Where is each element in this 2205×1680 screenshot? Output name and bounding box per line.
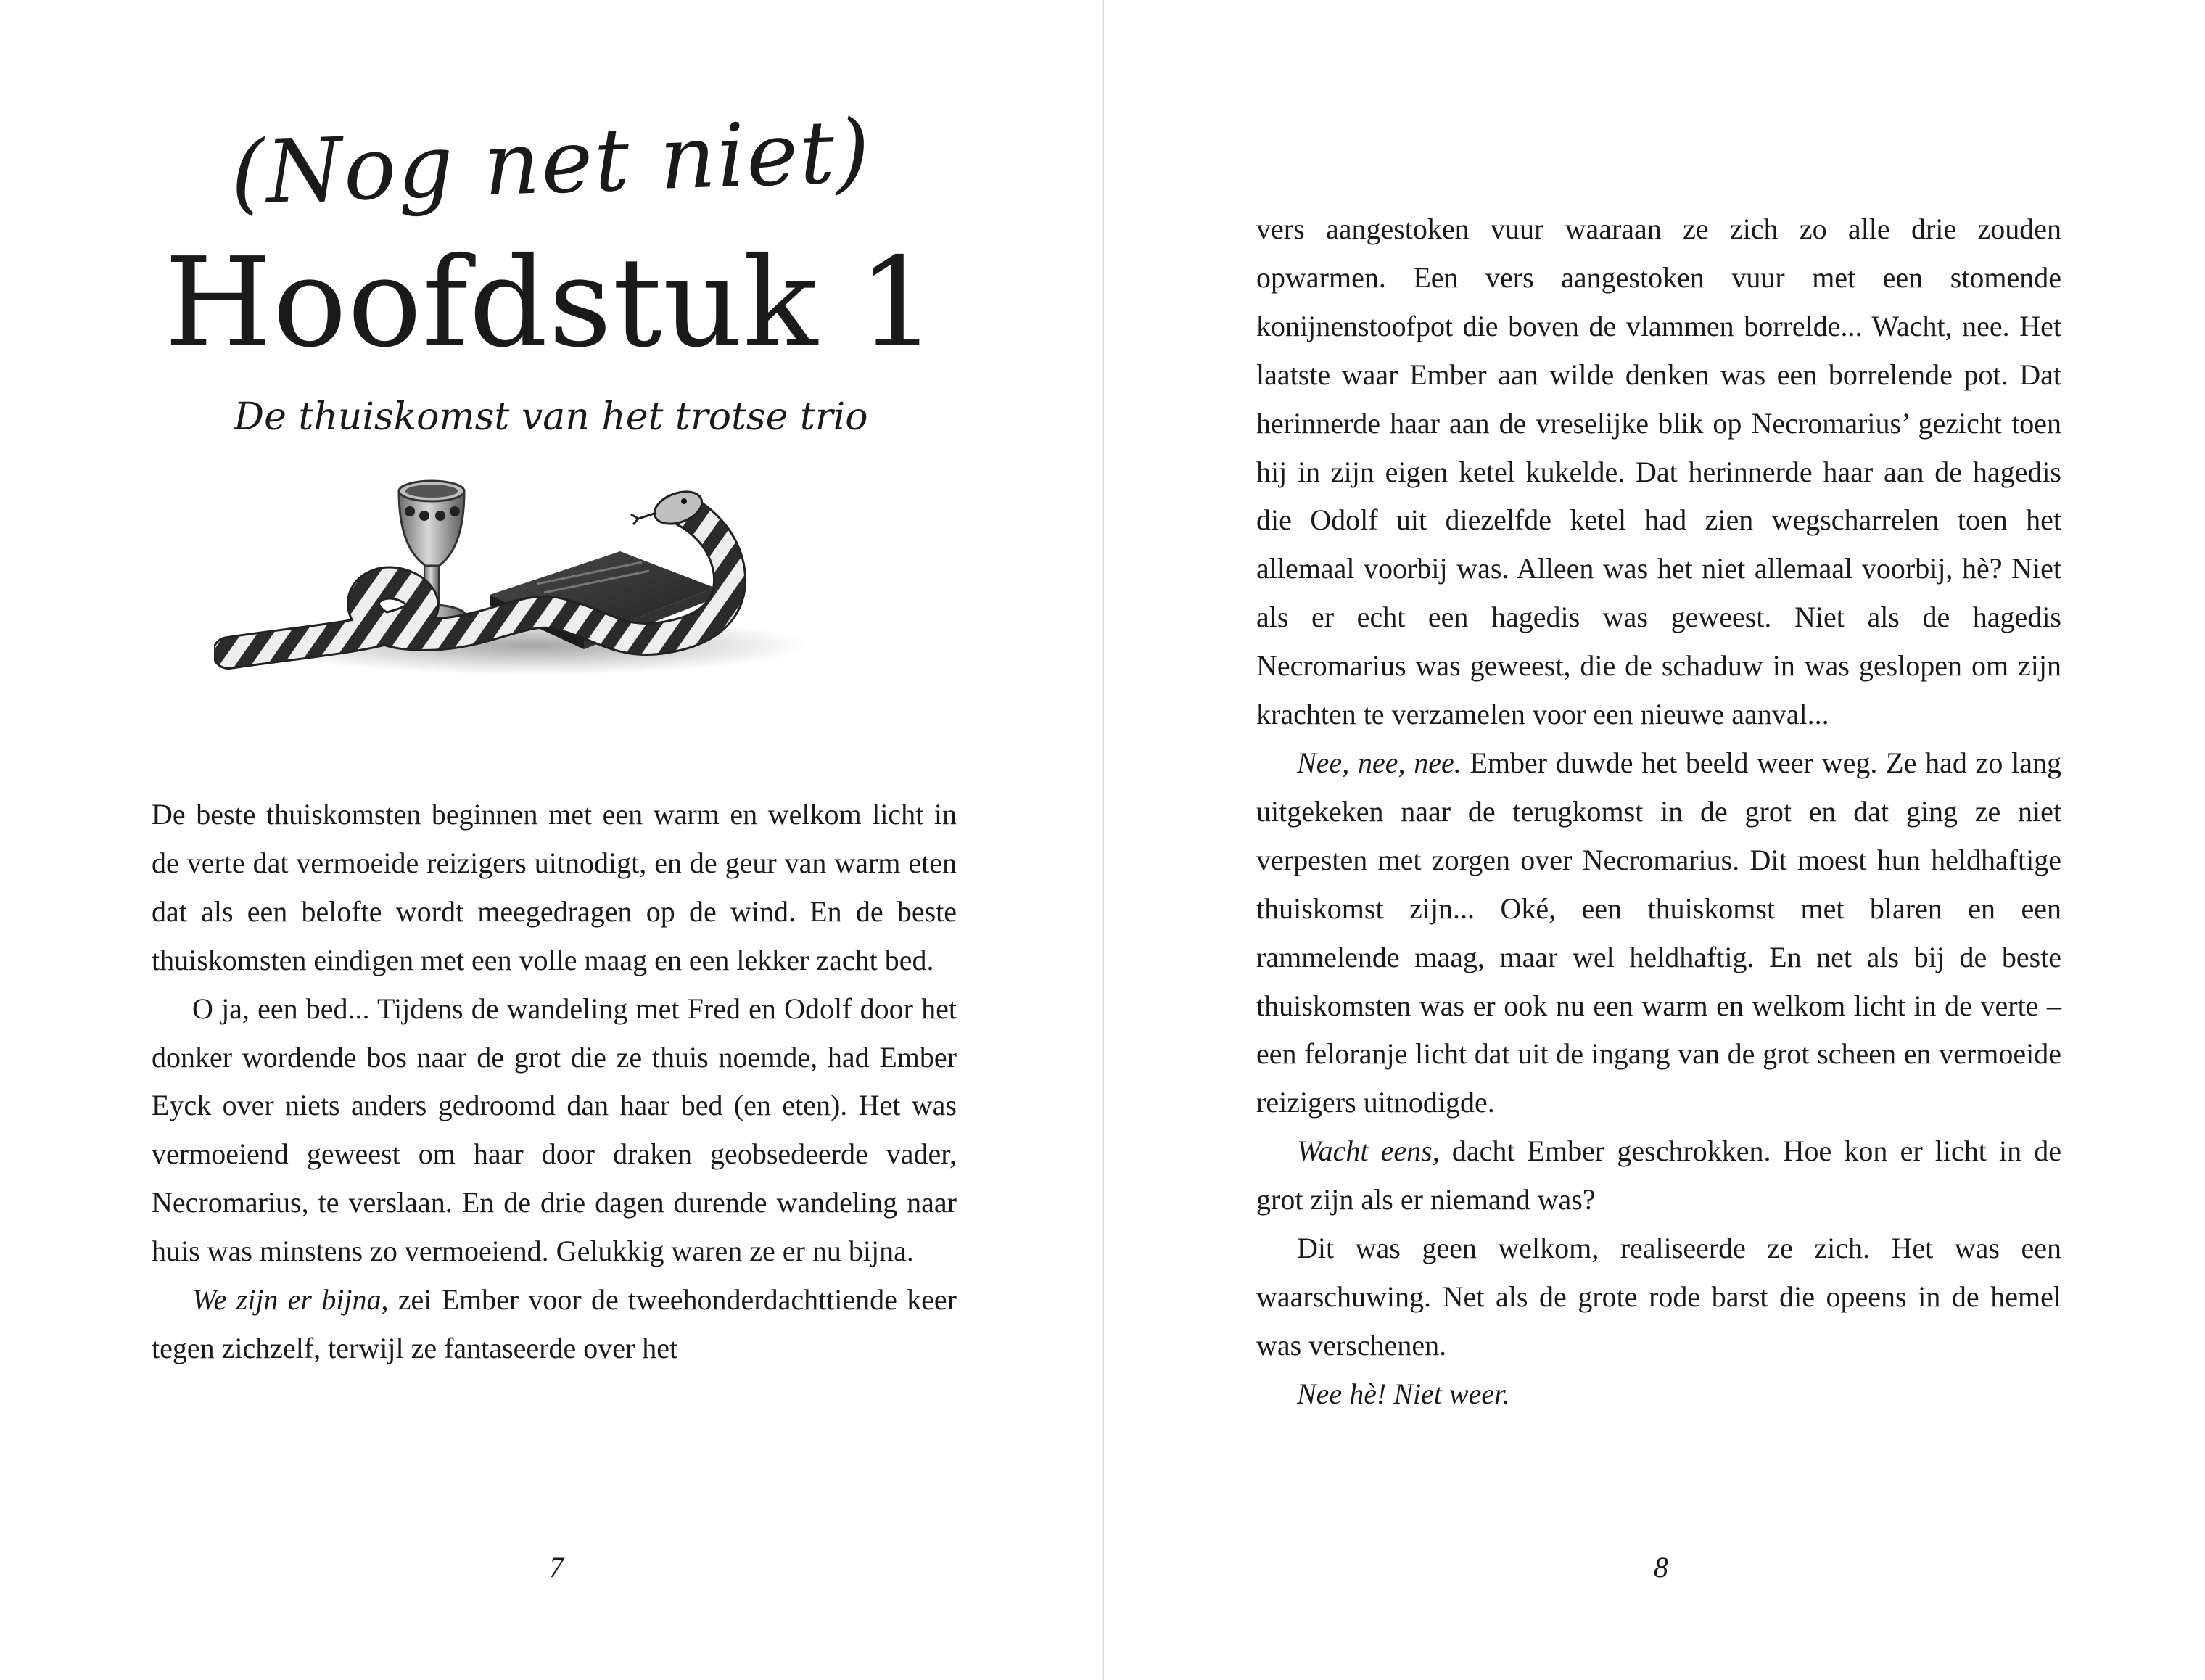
paragraph: De beste thuiskomsten beginnen met een warm en welkom licht in de verte dat vermoeide reizigers uitnodigt, en de geur van warm eten dat als een belofte wordt meegedragen op de wind. En de beste thuiskomsten eindigen met een volle maag en een lekker zacht bed. — [152, 798, 957, 976]
page-number-right: 8 — [1654, 1551, 1668, 1584]
paragraph: Nee hè! Niet weer. — [1297, 1377, 1510, 1410]
page-number-left: 7 — [549, 1551, 564, 1584]
goblet-snake-book-illustration — [214, 468, 852, 685]
paragraph: Nee, nee, nee. Ember duwde het beeld weer weg. Ze had zo lang uitgekeken naar de terugkomst in de grot en dat ging ze niet verpesten met zorgen over Necromarius. Dit moest hun heldhaftige thuiskomst zijn... Oké, een thuiskomst met blaren en een rammelende maag, maar wel heldhaftig. En net als bij de beste thuiskomsten was er ook nu een warm en welkom licht in de verte – een feloranje licht dat uit de ingang van de grot scheen en vermoeide reizigers uitnodigde. — [1256, 746, 2062, 1119]
paragraph: vers aangestoken vuur waaraan ze zich zo alle drie zouden opwarmen. Een vers aangestoken vuur met een stomende konijnenstoofpot die boven de vlammen borrelde... Wacht, nee. Het laatste waar Ember aan wilde denken was een borrelende pot. Dat herinnerde haar aan de vreselijke blik op Necromarius’ gezicht toen hij in zijn eigen ketel kukelde. Dat herinnerde haar aan de hagedis die Odolf uit diezelfde ketel had zien wegscharrelen toen het allemaal voorbij was. Alleen was het niet allemaal voorbij, hè? Niet als er echt een hagedis was geweest. Niet als de hagedis Necromarius was geweest, die de schaduw in was geslopen om zijn krachten te verzamelen voor een nieuwe aanval... — [1256, 213, 2061, 731]
chapter-pre-title: (Nog net niet) — [228, 101, 873, 225]
paragraph: We zijn er bijna, zei Ember voor de tweehonderdachttiende keer tegen zichzelf, terwijl ze fantaseerde over het — [152, 1283, 957, 1364]
right-body-text — [1256, 205, 2061, 1419]
left-page — [0, 0, 1102, 1680]
chapter-subtitle: De thuiskomst van het trotse trio — [234, 395, 868, 439]
chapter-title: Hoofdstuk 1 — [164, 231, 938, 375]
paragraph: Dit was geen welkom, realiseerde ze zich. Het was een waarschuwing. Net als de grote rode barst die opeens in de hemel was verschenen. — [1256, 1232, 2061, 1362]
paragraph: Wacht eens, dacht Ember geschrokken. Hoe kon er licht in de grot zijn als er niemand was? — [1256, 1135, 2061, 1216]
left-body-text — [152, 791, 957, 1373]
paragraph: O ja, een bed... Tijdens de wandeling met Fred en Odolf door het donker wordende bos naar de grot die ze thuis noemde, had Ember Eyck over niets anders gedroomd dan haar bed (en eten). Het was vermoeiend geweest om haar door draken geobsedeerde vader, Necromarius, te verslaan. En de drie dagen durende wandeling naar huis was minstens zo vermoeiend. Gelukkig waren ze er nu bijna. — [152, 992, 957, 1268]
